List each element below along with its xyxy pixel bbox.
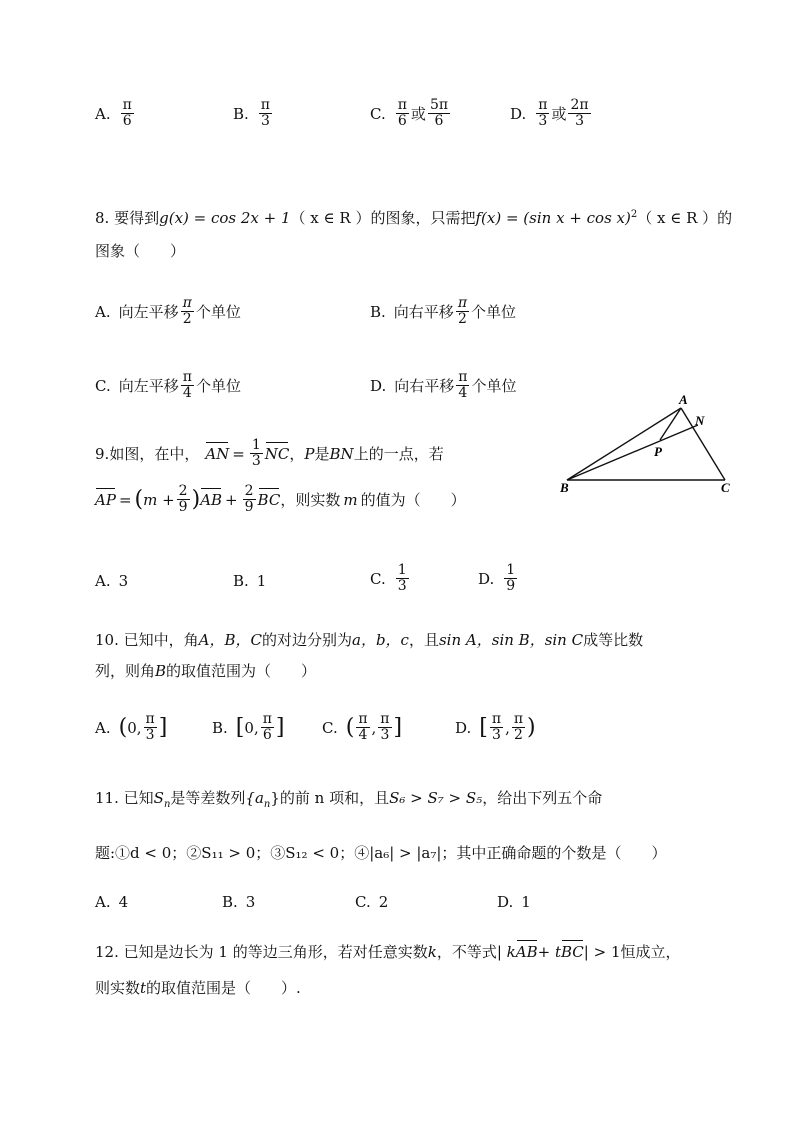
segment-ap: [660, 408, 681, 440]
label-b: B: [560, 480, 569, 495]
q9-option-d: D. $\frac{1}{9}$: [478, 562, 516, 594]
q7-option-c: C. $\frac{\pi}{6}$ 或 $\frac{5\pi}{6}$: [370, 97, 449, 129]
q10-option-b: B. [ 0 , $\frac{\pi}{6}$ ]: [212, 711, 285, 743]
q9-triangle-figure: [555, 392, 745, 502]
q12-stem-line2: 则实数t的取值范围是（ ）.: [95, 979, 301, 997]
fraction: $\frac{\pi}{3}$: [260, 97, 270, 129]
q8-option-b: B. 向右平移 $\frac{\pi}{2}$ 个单位: [370, 295, 517, 327]
q9-option-b: B. 1: [233, 572, 267, 590]
q8-option-c: C. 向左平移 $\frac{\pi}{4}$ 个单位: [95, 369, 241, 401]
side-ab: [567, 408, 681, 480]
label-c: C: [721, 480, 730, 495]
label-p: P: [654, 444, 662, 459]
q8-option-a: A. 向左平移 $\frac{\pi}{2}$ 个单位: [95, 295, 241, 327]
q11-stem-line2: 题:①d < 0；②S₁₁ > 0；③S₁₂ < 0；④|a₆| > |a₇|；其中正确命题的个数是（ ）: [95, 844, 667, 862]
fraction: $\frac{\pi}{6}$: [397, 97, 407, 129]
segment-bn: [567, 425, 698, 480]
fraction: $\frac{\pi}{3}$: [538, 97, 548, 129]
q11-option-c: C. 2: [355, 893, 389, 911]
q9-option-a: A. 3: [95, 572, 129, 590]
q8-stem-line1: 8. 要得到g(x) = cos 2x + 1（ x ∈ R ）的图象，只需把f(x) = (sin x + cos x)$^2$（ x ∈ R ）的: [95, 209, 733, 227]
q8-option-d: D. 向右平移 $\frac{\pi}{4}$ 个单位: [370, 369, 517, 401]
q11-stem-line1: 11. 已知$S_n$是等差数列$\{a_n\}$的前 n 项和，且S₆ > S₇ > S₅，给出下列五个命: [95, 789, 603, 810]
q10-option-a: A. ( 0 , $\frac{\pi}{3}$ ]: [95, 711, 168, 743]
q7-option-b: B. $\frac{\pi}{3}$: [233, 97, 270, 129]
fraction: $\frac{2\pi}{3}$: [570, 97, 589, 129]
label-a: A: [679, 392, 688, 407]
q10-option-c: C. ( $\frac{\pi}{4}$ , $\frac{\pi}{3}$ ]: [322, 711, 403, 743]
q9-stem-line2: AP = ( m + $\frac{2}{9}$ ) AB + $\frac{2}{9}$ BC ，则实数 m 的值为（ ）: [95, 483, 466, 515]
q10-option-d: D. [ $\frac{\pi}{3}$ , $\frac{\pi}{2}$ ): [455, 711, 536, 743]
q9-stem-line1: 9. 如图，在中， AN = $\frac{1}{3}$ NC ， P 是 BN 上的一点，若: [95, 437, 444, 469]
fraction: $\frac{\pi}{6}$: [122, 97, 132, 129]
q11-option-b: B. 3: [222, 893, 256, 911]
q7-option-d: D. $\frac{\pi}{3}$ 或 $\frac{2\pi}{3}$: [510, 97, 589, 129]
fraction: $\frac{5\pi}{6}$: [429, 97, 449, 129]
q8-stem-line2: 图象（ ）: [95, 242, 186, 260]
q11-option-d: D. 1: [497, 893, 531, 911]
q9-option-c: C. $\frac{1}{3}$: [370, 562, 407, 594]
q11-option-a: A. 4: [95, 893, 129, 911]
q10-stem-line2: 列，则角B的取值范围为（ ）: [95, 662, 317, 680]
label-n: N: [695, 413, 705, 428]
q12-stem-line1: 12. 已知是边长为 1 的等边三角形，若对任意实数 k ，不等式 | k AB + t BC | > 1 恒成立，: [95, 942, 681, 961]
q10-stem-line1: 10. 已知中，角A，B，C的对边分别为a，b，c，且sin A，sin B，sin C成等比数: [95, 631, 644, 649]
q7-option-a: A. $\frac{\pi}{6}$: [95, 97, 132, 129]
